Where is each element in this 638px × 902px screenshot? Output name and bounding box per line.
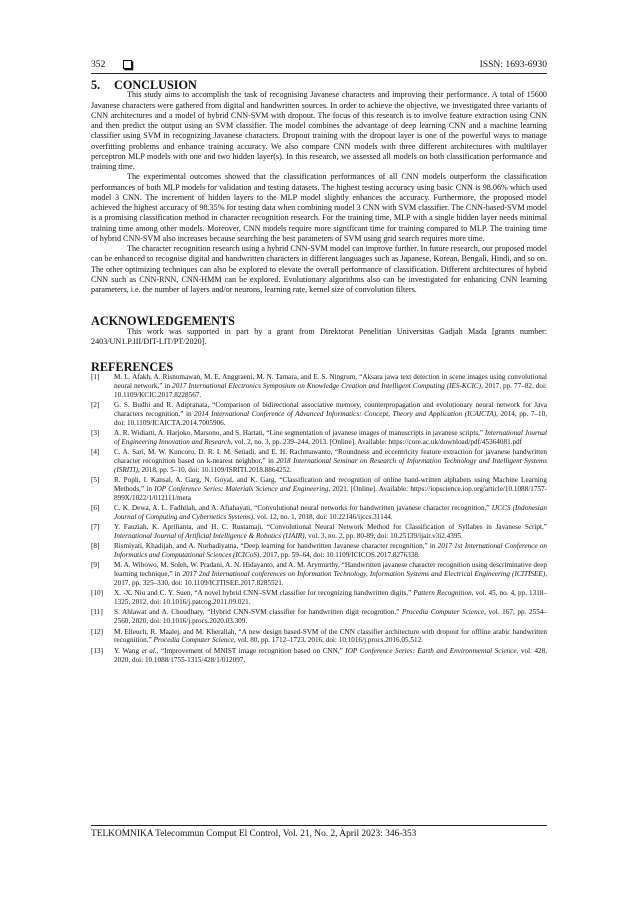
reference-venue: et al. — [141, 646, 157, 655]
reference-fragment: X. -X. Niu and C. Y. Suen, “A novel hybrid CNN–SVM classifier for recognizing handwritten digits,” — [114, 589, 414, 598]
reference-fragment: Y. Wang — [114, 646, 142, 655]
reference-fragment: , “Improvement of MNIST image recognition based on CNN,” — [156, 646, 346, 655]
reference-text — [114, 608, 547, 626]
reference-number: [3] — [91, 429, 100, 438]
reference-fragment: , 2018, pp. 5–10, doi: 10.1109/ISRITI.2018.8864252. — [137, 466, 292, 475]
reference-number: [7] — [91, 523, 100, 532]
reference-fragment: S. Ahlawat and A. Choudhary, “Hybrid CNN-SVM classifier for handwritten digit recognition,” — [114, 608, 403, 617]
reference-number: [13] — [91, 646, 103, 655]
reference-number: [9] — [91, 561, 100, 570]
references-heading: REFERENCES — [91, 360, 174, 374]
reference-fragment: , 2017, pp. 77–82, doi: 10.1109/KCIC.2017.8228567. — [114, 382, 547, 400]
reference-number: [2] — [91, 401, 100, 410]
page-body — [91, 80, 547, 666]
reference-fragment: , vol. 80, pp. 1712–1723, 2016, doi: 10.1016/j.procs.2016.05.512. — [233, 636, 423, 645]
reference-fragment: , 2014, pp. 7–10, doi: 10.1109/ICAICTA.2014.7005906. — [114, 410, 547, 428]
reference-venue: 2014 International Conference of Advanced Informatics: Concept, Theory and Application (ICAICTA) — [194, 410, 497, 419]
reference-item — [91, 628, 547, 646]
reference-fragment: , vol. 12, no. 1, 2018, doi: 10.22146/ijccs.31144. — [253, 513, 393, 522]
conclusion-heading — [91, 80, 547, 90]
reference-fragment: , 2017, pp. 59–64, doi: 10.1109/ICICOS.2017.8276338. — [259, 551, 420, 560]
page-number: 352 — [91, 58, 106, 70]
reference-venue: International Journal of Engineering Innovation and Research — [114, 429, 547, 447]
reference-venue: Pattern Recognition — [413, 589, 472, 598]
reference-venue: 2018 International Seminar on Research of Information Technology and Intelligent Systems (ISRITI) — [114, 457, 547, 475]
reference-venue: International Journal of Artificial Intelligence & Robotics (IJAIR) — [114, 532, 305, 541]
conclusion-paragraph-2: The experimental outcomes showed that the classification performances of all CNN models outperform the classification performances of both MLP models for validation and testing datasets. The highest testing accuracy using basic CNN is 98.06% which used model 3 CNN. The increment of hidden layers to the MLP model slightly enhances the accuracy. Furthermore, the proposed model achieved the highest accuracy of 98.35% for testing data when combining model 3 CNN with SVM classifier. The CNN-based-SVM model is a promising classification method in character recognition research. For the training time, MLP with a single hidden layer needs minimal training time among other models. Moreover, CNN models require more significant time for training compared to MLP. The training time of hybrid CNN-SVM also increases because searching the best parameters of SVM using grid search requires more time. — [91, 172, 547, 243]
reference-text — [114, 523, 547, 541]
reference-item — [91, 504, 547, 522]
acknowledgements-text: This work was supported in part by a grant from Direktorat Penelitian Universitas Gadjah Mada [grants number: 2403/UN1.P.III/DIT-LIT/PT/2020]. — [91, 326, 547, 346]
reference-venue: IOP Conference Series: Materials Science and Engineering — [154, 485, 329, 494]
reference-fragment: G. S. Budhi and R. Adipranata, “Comparison of bidirectional associative memory, counterpropagation and evolutionary neural network for Java characters recognition,” in — [114, 401, 547, 419]
section-number: 5. — [91, 78, 101, 92]
reference-item — [91, 476, 547, 503]
reference-number: [12] — [91, 627, 103, 636]
footer-rule — [91, 825, 547, 826]
reference-venue: IJCCS (Indonesian Journal of Computing and Cybernetics Systems) — [114, 504, 547, 522]
reference-number: [5] — [91, 476, 100, 485]
reference-list — [91, 373, 547, 664]
reference-text — [114, 429, 547, 447]
reference-fragment: , 2017, pp. 325–330, doi: 10.1109/ICITISEE.2017.8285521. — [114, 570, 547, 588]
reference-fragment: M. L. Afakh, A. Risnumawan, M. E. Anggraeni, M. N. Tamara, and E. S. Ningrum, “Aksara jawa text detection in scene images using convolutional neural network,” in — [114, 373, 547, 391]
reference-fragment: , vol. 45, no. 4, pp. 1318–1325, 2012, doi: 10.1016/j.patcog.2011.09.021. — [114, 589, 547, 607]
reference-fragment: M. Elleuch, R. Maalej, and M. Kherallah, “A new design based-SVM of the CNN classifier architecture with dropout for offline arabic handwritten recognition,” — [114, 627, 547, 645]
reference-item — [91, 448, 547, 475]
reference-fragment: , vol. 2, no. 3, pp. 239–244, 2013. [Online]. Available: https://core.ac.uk/download/pdf/45364081.pdf — [230, 438, 523, 447]
journal-footer: TELKOMNIKA Telecommun Comput El Control, Vol. 21, No. 2, April 2023: 346-353 — [91, 829, 417, 839]
reference-text — [114, 542, 547, 560]
reference-number: [8] — [91, 542, 100, 551]
reference-fragment: , vol. 428, 2020, doi: 10.1088/1755-1315/428/1/012097. — [114, 646, 548, 664]
reference-fragment: C. A. Sari, M. W. Kuncoro, D. R. I. M. Setiadi, and E. H. Rachmawanto, “Roundness and eccentricity feature extraction for javanese handwritten character recognition based on k-nearest neighbor,” in — [114, 448, 547, 466]
reference-fragment: C. K. Dewa, A. L. Fadhilah, and A. Afiahayati, “Convolutional neural networks for handwritten javanese character recognition,” — [114, 504, 492, 513]
reference-venue: Procedia Computer Science — [153, 636, 234, 645]
reference-item — [91, 542, 547, 560]
reference-fragment: R. Popli, I. Kansal, A. Garg, N. Goyal, and K. Garg, “Classification and recognition of online hand-written alphabets using Machine Learning Methods,” in — [114, 476, 547, 494]
reference-fragment: , vol. 3, no. 2, pp. 80-89, doi: 10.25139/ijair.v3i2.4395. — [304, 532, 463, 541]
reference-number: [10] — [91, 589, 103, 598]
reference-number: [6] — [91, 504, 100, 513]
reference-fragment: M. A. Wibowo, M. Soleh, W. Pradani, A. N. Hidayanto, and A. M. Arymurthy, “Handwritten javanese character recognition using descriminative deep learning technique,” in — [114, 561, 547, 579]
reference-text — [114, 647, 547, 665]
reference-item — [91, 401, 547, 428]
reference-text — [114, 589, 547, 607]
running-header — [91, 57, 547, 71]
square-box-icon — [123, 60, 132, 69]
reference-text — [114, 448, 547, 475]
reference-text — [114, 561, 547, 588]
reference-number: [4] — [91, 448, 100, 457]
reference-fragment: , vol. 167, pp. 2554–2560, 2020, doi: 10.1016/j.procs.2020.03.309. — [114, 608, 547, 626]
section-title: CONCLUSION — [114, 78, 197, 92]
conclusion-paragraph-1: This study aims to accomplish the task of recognising Javanese characters and improving their performance. A total of 15600 Javanese characters were gathered from digital and handwritten sources. In order to achieve the objective, we investigated three variants of CNN architectures and a model of hybrid CNN-SVM with dropout. The focus of this research is to involve feature extraction using CNN and then predict the output using an SVM classifier. The model combines the advantage of deep learning CNN and a machine learning classifier using SVM in recognizing Javanese characters. Dropout training with the dropout layer is one of the powerful ways to manage overfitting problems and enhance training accuracy. We also compare CNN models with three different architectures with multilayer perceptron MLP models with one and two hidden layer(s). In this research, we assessed all models on both classification performance and training time. — [91, 90, 547, 171]
reference-text — [114, 401, 547, 428]
reference-fragment: , 2021. [Online]. Available: https://iopscience.iop.org/article/10.1088/1757-899X/1022/1/012111/meta — [114, 485, 547, 503]
conclusion-paragraph-3: The character recognition research using a hybrid CNN-SVM model can improve further. In future research, our proposed model can be enhanced to recognise digital and handwritten characters in different languages such as Japanese, Korean, Bengali, Hindi, and so on. The other optimizing techniques can also be explored to elevate the overall performance of classification. Different architectures of hybrid CNN such as CNN-RNN, CNN-HMM can be explored. Evolutionary algorithms also can be investigated for enhancing CNN learning parameters, i.e. the number of layers and/or neurons, learning rate, kernel size of convolution filters. — [91, 244, 547, 294]
reference-venue: 2017 International Electronics Symposium on Knowledge Creation and Intelligent Computing (IES-KCIC) — [172, 382, 482, 391]
reference-text — [114, 504, 547, 522]
reference-venue: IOP Conference Series: Earth and Environmental Science — [345, 646, 517, 655]
reference-item — [91, 589, 547, 607]
reference-text — [114, 373, 547, 400]
reference-number: [1] — [91, 373, 100, 382]
reference-item — [91, 647, 547, 665]
acknowledgements-heading: ACKNOWLEDGEMENTS — [91, 314, 235, 329]
reference-item — [91, 608, 547, 626]
reference-venue: 2017 1st International Conference on Informatics and Computational Sciences (ICICoS) — [114, 542, 547, 560]
reference-item — [91, 523, 547, 541]
reference-fragment: Y. Fauziah, K. Aprilianta, and H. C. Rustamaji, “Convolutional Neural Network Method for Classification of Syllabes in Javanese Script,” — [114, 523, 547, 532]
reference-fragment: A. R. Widiarti, A. Harjoko, Marsono, and S. Hartati, “Line segmentation of javanese images of manuscripts in javanese scripts,” — [114, 429, 485, 438]
header-rule — [91, 73, 547, 74]
reference-item — [91, 561, 547, 588]
reference-fragment: Rismiyati, Khadijah, and A. Nurhadiyatna, “Deep learning for handwritten Javanese character recognition,” in — [114, 542, 438, 551]
reference-number: [11] — [91, 608, 103, 617]
reference-venue: Procedia Computer Science — [402, 608, 485, 617]
reference-text — [114, 628, 547, 646]
reference-venue: 2017 2nd International conferences on Information Technology, Information Systems and Electrical Engineering (ICITISEE) — [182, 570, 546, 579]
reference-item — [91, 373, 547, 400]
reference-item — [91, 429, 547, 447]
issn: ISSN: 1693-6930 — [479, 58, 547, 70]
reference-text — [114, 476, 547, 503]
